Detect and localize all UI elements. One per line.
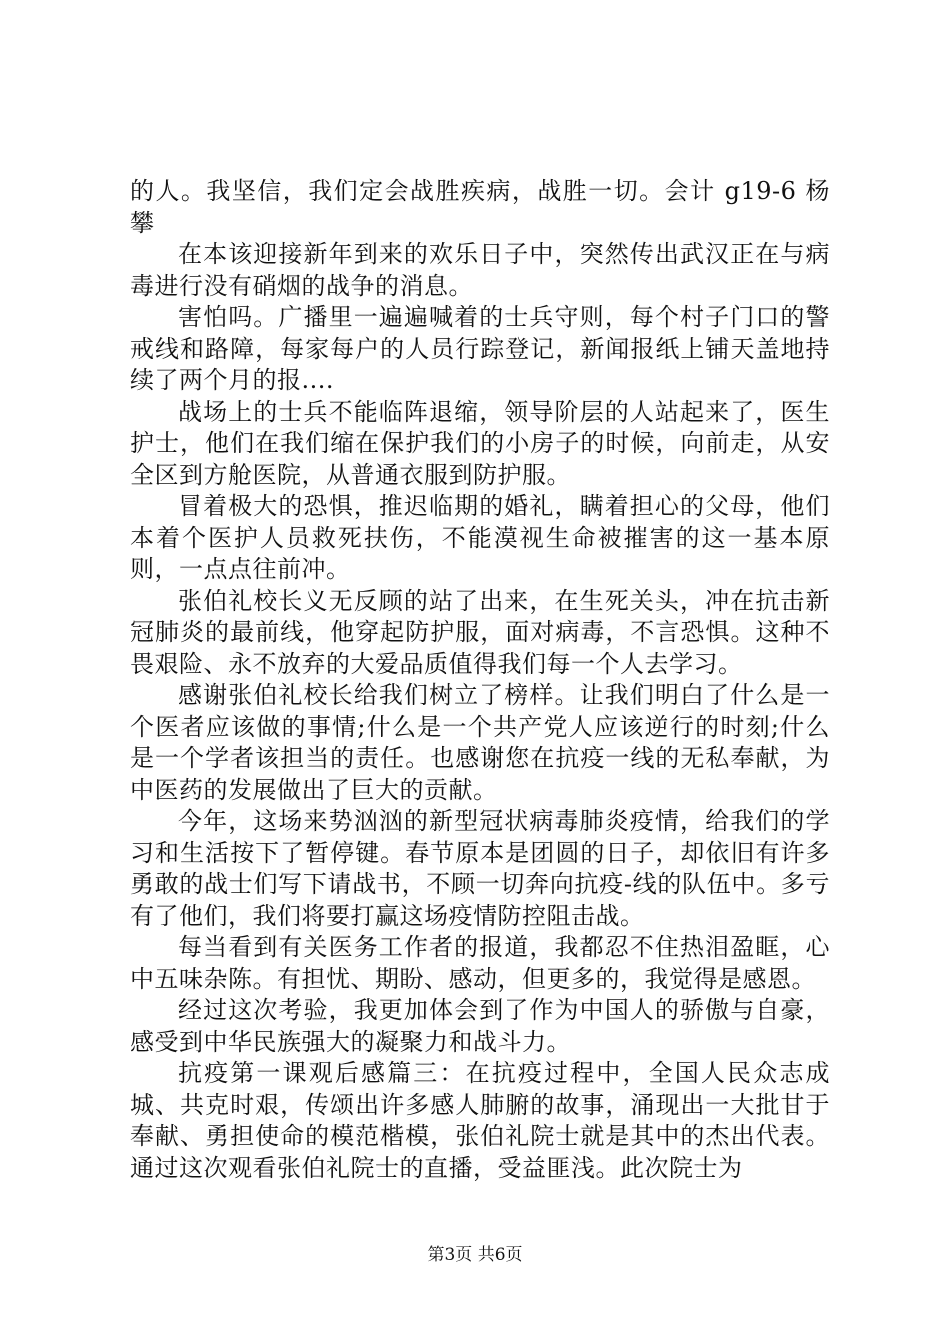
- paragraph: 今年，这场来势汹汹的新型冠状病毒肺炎疫情，给我们的学习和生活按下了暂停键。春节原本是团圆的日子，却依旧有许多勇敢的战士们写下请战书，不顾一切奔向抗疫-线的队伍中。多亏有了他们，我们将要打赢这场疫情防控阻击战。: [130, 807, 830, 930]
- paragraph: 每当看到有关医务工作者的报道，我都忍不住热泪盈眶，心中五味杂陈。有担忧、期盼、感动，但更多的，我觉得是感恩。: [130, 933, 830, 993]
- paragraph: 战场上的士兵不能临阵退缩，领导阶层的人站起来了，医生护士，他们在我们缩在保护我们的小房子的时候，向前走，从安全区到方舱医院，从普通衣服到防护服。: [130, 397, 830, 489]
- page-number-footer: 第3页 共6页: [427, 1245, 523, 1265]
- paragraph: 抗疫第一课观后感篇三：在抗疫过程中，全国人民众志成城、共克时艰，传颂出许多感人肺腑的故事，涌现出一大批甘于奉献、勇担使命的模范楷模，张伯礼院士就是其中的杰出代表。通过这次观看张伯礼院士的直播，受益匪浅。此次院士为: [130, 1059, 830, 1182]
- paragraph-continued: 的人。我坚信，我们定会战胜疾病，战胜一切。会计 g19-6 杨攀: [130, 177, 830, 237]
- paragraph: 害怕吗。广播里一遍遍喊着的士兵守则，每个村子门口的警戒线和路障，每家每户的人员行踪登记，新闻报纸上铺天盖地持续了两个月的报....: [130, 303, 830, 394]
- paragraph: 感谢张伯礼校长给我们树立了榜样。让我们明白了什么是一个医者应该做的事情;什么是一个共产党人应该逆行的时刻;什么是一个学者该担当的责任。也感谢您在抗疫一线的无私奉献，为中医药的发展做出了巨大的贡献。: [130, 681, 830, 804]
- paragraph: 经过这次考验，我更加体会到了作为中国人的骄傲与自豪，感受到中华民族强大的凝聚力和战斗力。: [130, 996, 830, 1056]
- paragraph: 在本该迎接新年到来的欢乐日子中，突然传出武汉正在与病毒进行没有硝烟的战争的消息。: [130, 240, 830, 300]
- paragraph: 冒着极大的恐惧，推迟临期的婚礼，瞒着担心的父母，他们本着个医护人员救死扶伤，不能漠视生命被摧害的这一基本原则，一点点往前冲。: [130, 492, 830, 583]
- body-text: [130, 176, 830, 1184]
- paragraph: 张伯礼校长义无反顾的站了出来，在生死关头，冲在抗击新冠肺炎的最前线，他穿起防护服，面对病毒，不言恐惧。这种不畏艰险、永不放弃的大爱品质值得我们每一个人去学习。: [130, 586, 830, 678]
